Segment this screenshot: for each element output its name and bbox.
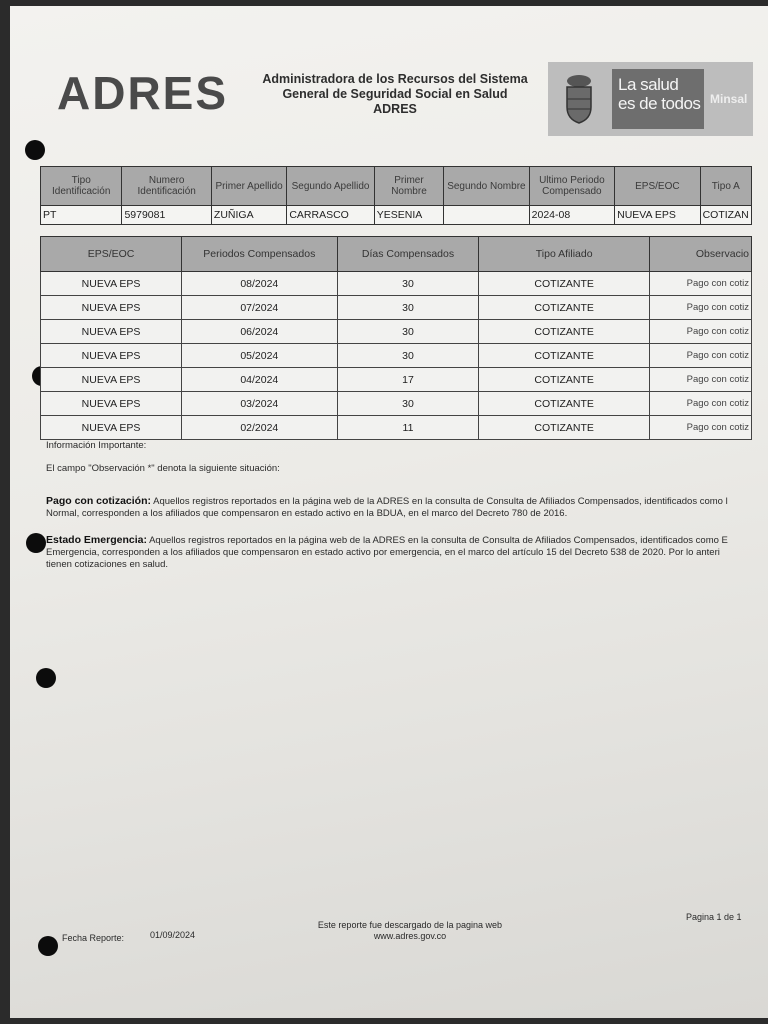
table-row: [41, 392, 752, 416]
download-source: Este reporte fue descargado de la pagina web www.adres.gov.co: [300, 920, 520, 942]
header-cell: Periodos Compensados: [182, 237, 337, 272]
cell-tipo: COTIZANTE: [479, 344, 649, 368]
pago-cotizacion-text: Aquellos registros reportados en la página web de la ADRES en la consulta de Consulta de Afiliados Compensados, identificados como l Normal, corresponden a los afiliados que compensaron en estado activo en la BDUA, en el marco del Decreto 780 de 2016.: [46, 496, 728, 519]
observation-intro: El campo "Observación *" denota la siguiente situación:: [46, 463, 280, 474]
adres-logo: ADRES: [57, 67, 229, 119]
header-cell: Días Compensados: [337, 237, 479, 272]
cell-observacion: Pago con cotiz: [649, 368, 751, 392]
estado-emergencia-text: Aquellos registros reportados en la página web de la ADRES en la consulta de Consulta de Afiliados Compensados, identificados como E Emergencia, corresponden a los afiliados que compensaron en estado activo por emergencia, en el marco del artículo 15 del Decreto 538 de 2020. Por lo anteri tienen cotizaciones en salud.: [46, 535, 728, 570]
slogan: La salud es de todos: [612, 69, 704, 129]
cell-eps: NUEVA EPS: [41, 272, 182, 296]
ministry-label: Minsal: [710, 92, 748, 106]
cell-observacion: Pago con cotiz: [649, 272, 751, 296]
table-row: [41, 416, 752, 440]
punch-hole: [26, 533, 46, 553]
table-header-row: [41, 237, 752, 272]
table-header-row: [41, 167, 752, 206]
important-info-title: Información Importante:: [46, 440, 147, 451]
cell-tipo: COTIZANTE: [479, 320, 649, 344]
cell-eps: NUEVA EPS: [615, 206, 700, 225]
cell-primer-apellido: ZUÑIGA: [211, 206, 286, 225]
affiliate-identity-table: [40, 166, 752, 225]
cell-tipo-id: PT: [41, 206, 122, 225]
page-number: Pagina 1 de 1: [686, 912, 742, 922]
cell-observacion: Pago con cotiz: [649, 296, 751, 320]
cell-tipo-afiliado: COTIZAN: [700, 206, 751, 225]
header-cell: Primer Apellido: [211, 167, 286, 206]
report-date-value: 01/09/2024: [150, 930, 196, 940]
agency-name: Administradora de los Recursos del Sistema General de Seguridad Social en Salud ADRES: [262, 72, 528, 116]
punch-hole: [38, 936, 58, 956]
cell-periodo: 05/2024: [182, 344, 337, 368]
cell-tipo: COTIZANTE: [479, 392, 649, 416]
cell-periodo: 03/2024: [182, 392, 337, 416]
cell-primer-nombre: YESENIA: [374, 206, 443, 225]
report-date-label: Fecha Reporte:: [62, 933, 125, 943]
document-page: [10, 6, 768, 1018]
cell-dias: 30: [337, 344, 479, 368]
header-cell: Primer Nombre: [374, 167, 443, 206]
header-cell: Segundo Nombre: [444, 167, 529, 206]
header-cell: Tipo Identificación: [41, 167, 122, 206]
compensated-periods-table: [40, 236, 752, 440]
header-cell: Tipo Afiliado: [479, 237, 649, 272]
cell-dias: 30: [337, 320, 479, 344]
cell-dias: 17: [337, 368, 479, 392]
cell-dias: 30: [337, 296, 479, 320]
cell-segundo-apellido: CARRASCO: [287, 206, 374, 225]
header-cell: Numero Identificación: [122, 167, 211, 206]
cell-dias: 11: [337, 416, 479, 440]
cell-periodo: 08/2024: [182, 272, 337, 296]
punch-hole: [36, 668, 56, 688]
cell-dias: 30: [337, 272, 479, 296]
header-cell: Ultimo Periodo Compensado: [529, 167, 614, 206]
coat-of-arms-icon: [556, 70, 602, 128]
table-row: [41, 206, 752, 225]
cell-observacion: Pago con cotiz: [649, 392, 751, 416]
estado-emergencia-note: [46, 534, 746, 571]
cell-eps: NUEVA EPS: [41, 296, 182, 320]
punch-hole: [25, 140, 45, 160]
header-cell: Segundo Apellido: [287, 167, 374, 206]
cell-periodo: 06/2024: [182, 320, 337, 344]
cell-eps: NUEVA EPS: [41, 320, 182, 344]
cell-periodo: 02/2024: [182, 416, 337, 440]
cell-observacion: Pago con cotiz: [649, 320, 751, 344]
cell-periodo: 04/2024: [182, 368, 337, 392]
cell-observacion: Pago con cotiz: [649, 416, 751, 440]
cell-eps: NUEVA EPS: [41, 392, 182, 416]
estado-emergencia-title: Estado Emergencia:: [46, 534, 147, 546]
table-row: [41, 296, 752, 320]
cell-segundo-nombre: [444, 206, 529, 225]
header-cell: Observacio: [649, 237, 751, 272]
table-row: [41, 368, 752, 392]
cell-tipo: COTIZANTE: [479, 272, 649, 296]
cell-periodo: 07/2024: [182, 296, 337, 320]
website-url: www.adres.gov.co: [373, 931, 447, 941]
cell-eps: NUEVA EPS: [41, 344, 182, 368]
cell-tipo: COTIZANTE: [479, 296, 649, 320]
cell-ultimo-periodo: 2024-08: [529, 206, 614, 225]
pago-cotizacion-title: Pago con cotización:: [46, 495, 152, 507]
cell-eps: NUEVA EPS: [41, 368, 182, 392]
cell-tipo: COTIZANTE: [479, 416, 649, 440]
government-banner: [548, 62, 753, 136]
cell-eps: NUEVA EPS: [41, 416, 182, 440]
header-cell: EPS/EOC: [615, 167, 700, 206]
table-row: [41, 320, 752, 344]
cell-tipo: COTIZANTE: [479, 368, 649, 392]
table-row: [41, 344, 752, 368]
cell-observacion: Pago con cotiz: [649, 344, 751, 368]
pago-cotizacion-note: [46, 495, 746, 520]
cell-numero-id: 5979081: [122, 206, 211, 225]
table-row: [41, 272, 752, 296]
cell-dias: 30: [337, 392, 479, 416]
header-cell: Tipo A: [700, 167, 751, 206]
header-cell: EPS/EOC: [41, 237, 182, 272]
